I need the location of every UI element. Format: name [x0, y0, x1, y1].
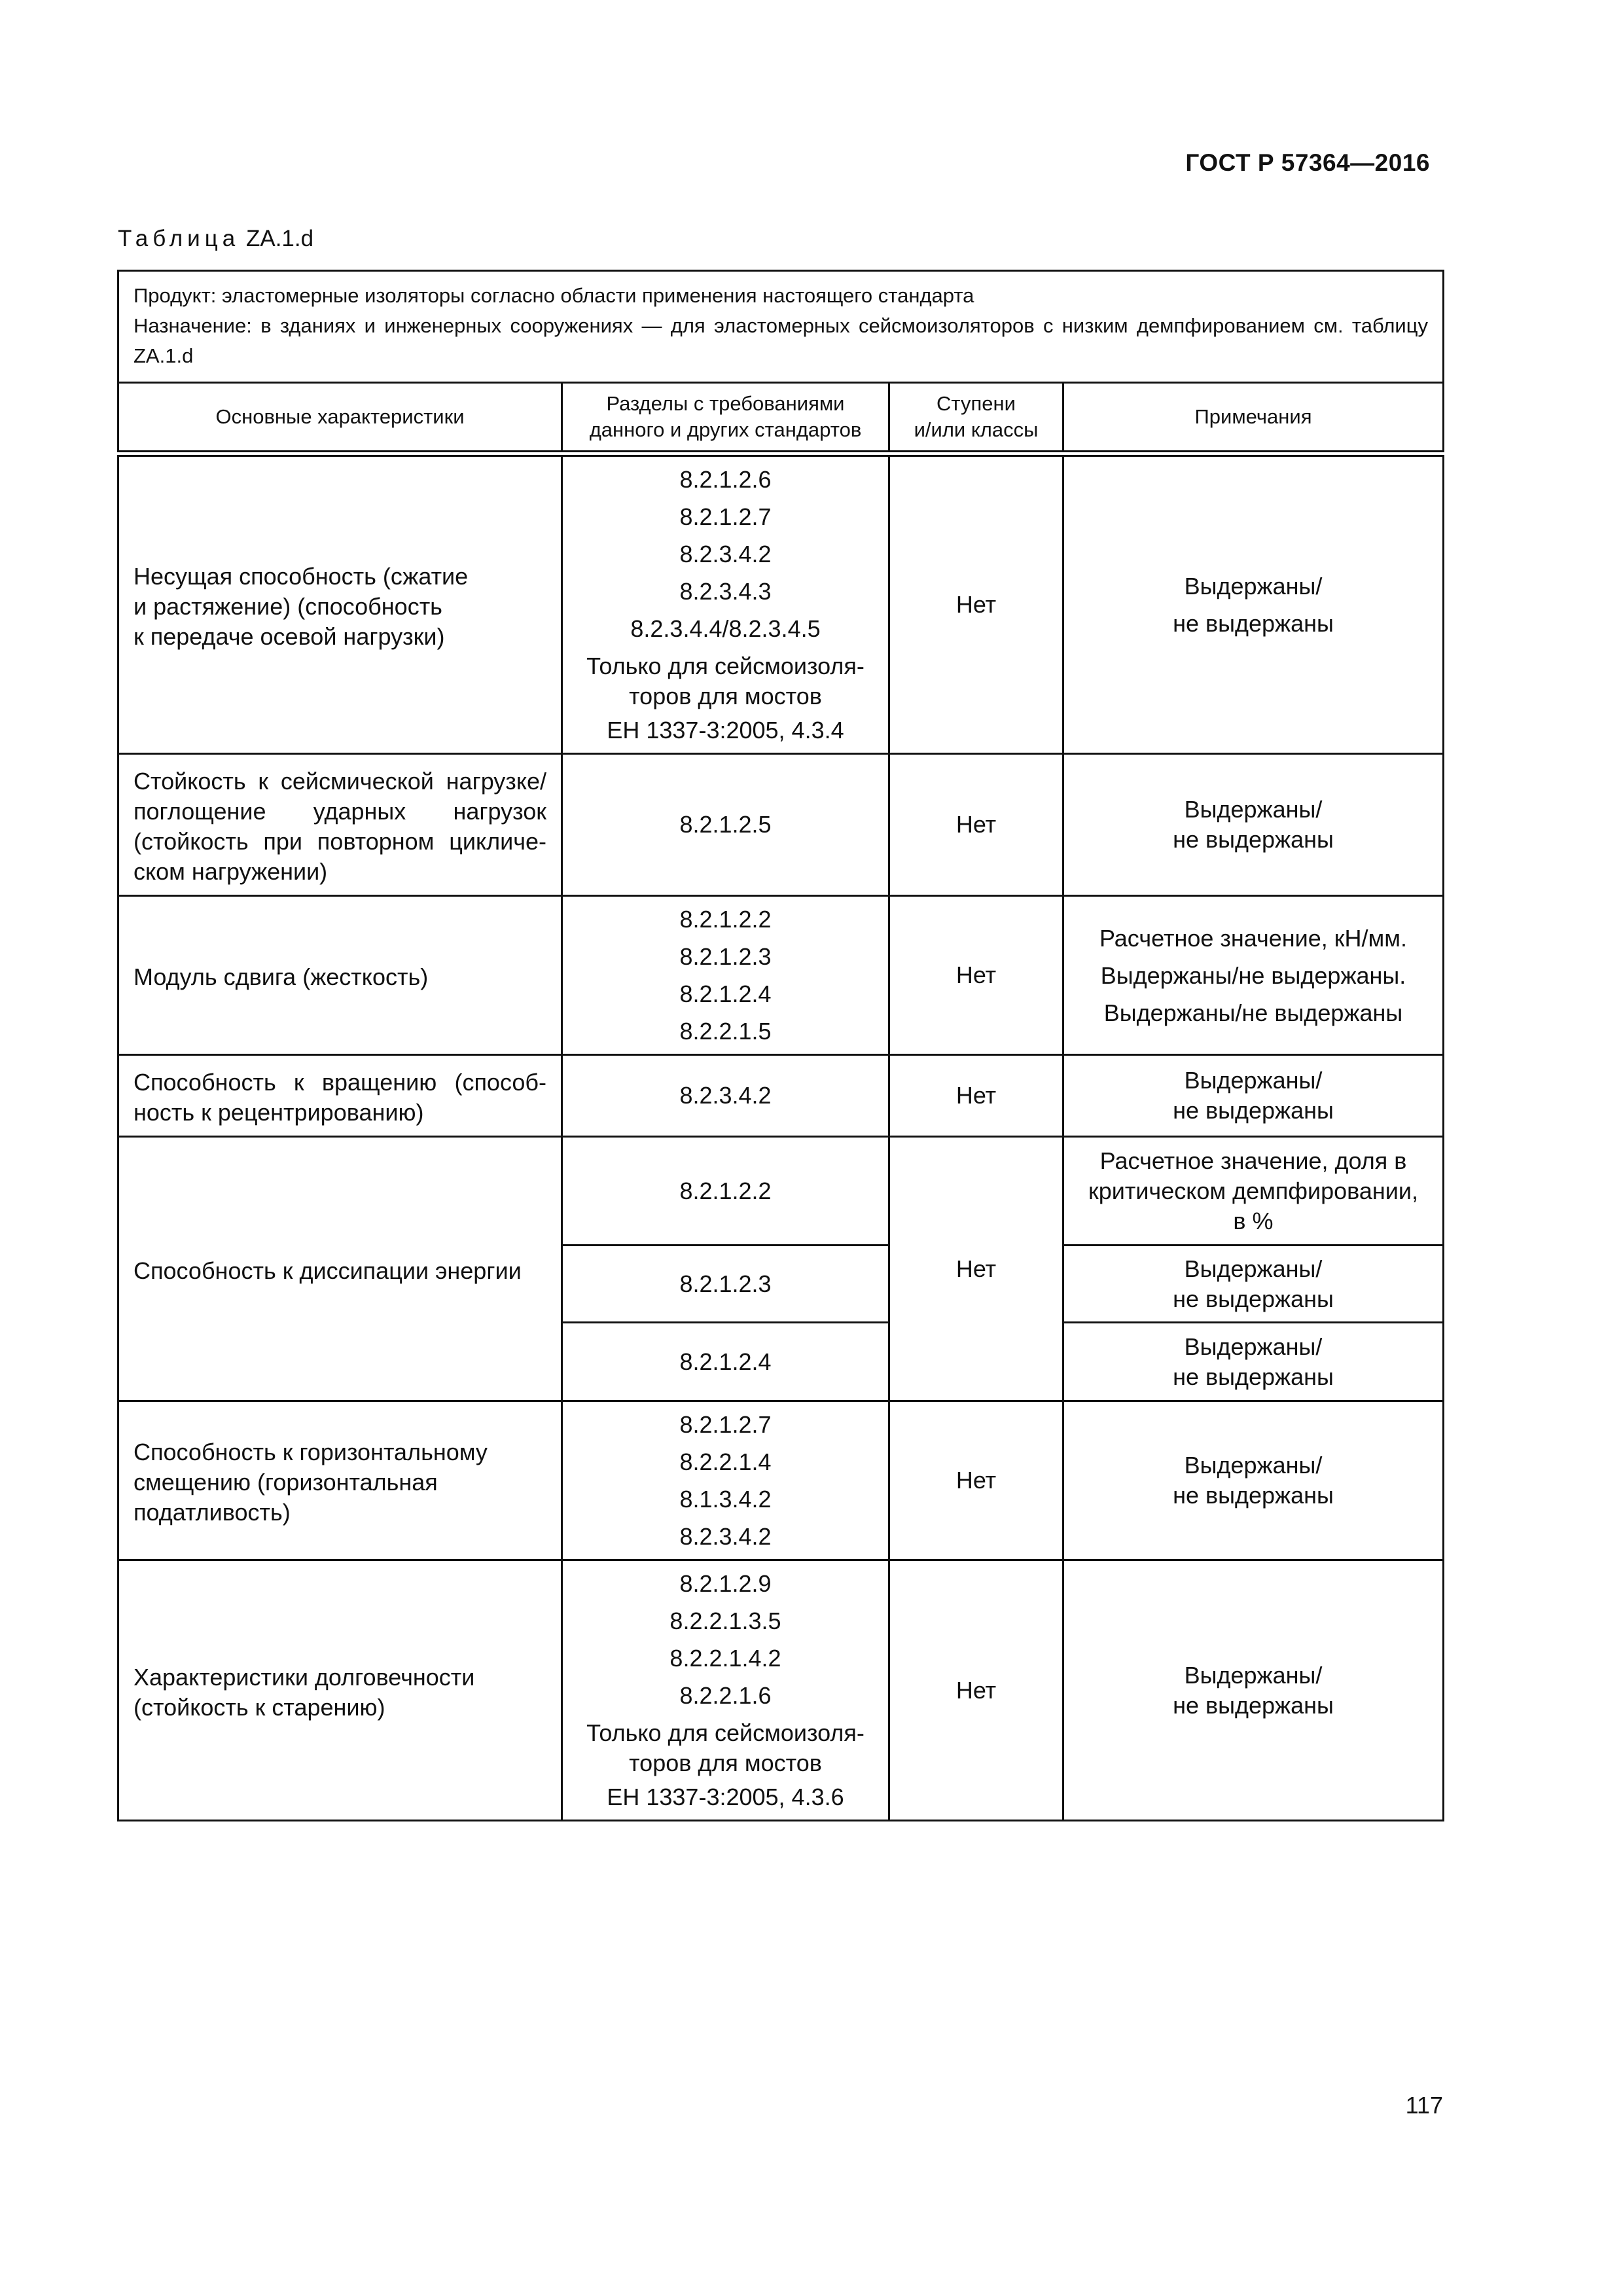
section-ref: 8.2.1.2.2	[679, 906, 772, 933]
header-notes: Примечания	[1063, 383, 1444, 454]
notes-cell	[1063, 1246, 1444, 1323]
note-line: Выдержаны/	[1184, 1661, 1323, 1689]
notes-cell	[1063, 896, 1444, 1055]
product-line: Продукт: эластомерные изоляторы согласно области применения настоящего стандарта	[134, 284, 974, 307]
section-ref: Только для сейсмоизоля-	[586, 1719, 865, 1746]
section-ref: 8.2.1.2.7	[679, 1411, 772, 1438]
section-ref: 8.2.1.2.4	[679, 980, 772, 1007]
section-ref: 8.2.3.4.3	[679, 578, 772, 605]
notes-cell	[1063, 454, 1444, 754]
section-ref: 8.2.3.4.2	[679, 541, 772, 567]
table-row	[118, 896, 1444, 1055]
notes-cell	[1063, 1137, 1444, 1246]
table-label: Таблица	[118, 226, 240, 251]
note-line: не выдержаны	[1173, 1097, 1334, 1124]
sections-cell	[562, 896, 889, 1055]
section-ref: торов для мостов	[629, 1749, 822, 1776]
section-ref: 8.2.2.1.3.5	[669, 1607, 781, 1634]
header-sections-line1: Разделы с требованиями	[606, 392, 845, 415]
grade-cell: Нет	[889, 1401, 1063, 1560]
grade-cell: Нет	[889, 1055, 1063, 1137]
note-line: Выдержаны/не выдержаны	[1103, 999, 1403, 1026]
sections-cell	[562, 454, 889, 754]
sections-cell	[562, 1137, 889, 1246]
note-line: Расчетное значение, кН/мм.	[1099, 924, 1408, 952]
header-characteristics: Основные характеристики	[118, 383, 562, 454]
characteristic-line: (стойкость к старению)	[134, 1693, 385, 1721]
section-ref: Только для сейсмоизоля-	[586, 653, 865, 679]
header-sections	[562, 383, 889, 454]
grade-cell: Нет	[889, 454, 1063, 754]
section-ref: 8.2.1.2.6	[679, 466, 772, 493]
section-ref: 8.2.3.4.4/8.2.3.4.5	[630, 615, 821, 642]
section-ref: 8.2.2.1.4.2	[669, 1645, 781, 1672]
note-line: Выдержаны/	[1184, 1333, 1323, 1360]
section-ref: ЕН 1337-3:2005, 4.3.4	[607, 717, 844, 744]
characteristic-line: Характеристики долговечности	[134, 1663, 475, 1691]
section-ref: 8.2.3.4.2	[679, 1082, 772, 1109]
section-ref: 8.2.1.2.3	[679, 943, 772, 970]
table-row	[118, 1055, 1444, 1137]
sections-cell	[562, 1401, 889, 1560]
characteristic-line: Способность к горизонтальному	[134, 1439, 488, 1465]
characteristic-line: Модуль сдвига (жесткость)	[134, 963, 429, 990]
table-row	[118, 454, 1444, 754]
section-ref: 8.2.1.2.9	[679, 1570, 772, 1597]
note-line: Выдержаны/	[1184, 1452, 1323, 1479]
table-row	[118, 1401, 1444, 1560]
header-grades-line2: и/или классы	[914, 418, 1039, 441]
note-line: в %	[1233, 1207, 1274, 1234]
page-number: 117	[1405, 2092, 1443, 2119]
note-line: Выдержаны/	[1184, 1255, 1323, 1282]
grade-cell: Нет	[889, 1137, 1063, 1401]
requirements-table	[117, 270, 1444, 1821]
characteristic-cell	[118, 1137, 562, 1401]
notes-cell	[1063, 1055, 1444, 1137]
document-standard-number: ГОСТ Р 57364—2016	[1185, 149, 1430, 176]
characteristic-line: Несущая способность (сжатие	[134, 563, 469, 590]
section-ref: 8.2.1.2.2	[679, 1177, 772, 1204]
section-ref: 8.2.3.4.2	[679, 1523, 772, 1550]
characteristic-cell	[118, 1560, 562, 1821]
sections-cell	[562, 1323, 889, 1401]
section-ref: 8.2.2.1.6	[679, 1682, 772, 1709]
table-row	[118, 754, 1444, 896]
characteristic-line: податливость)	[134, 1499, 291, 1526]
note-line: Расчетное значение, доля в	[1099, 1147, 1407, 1174]
header-grades	[889, 383, 1063, 454]
grade-cell: Нет	[889, 896, 1063, 1055]
note-line: Выдержаны/	[1184, 1067, 1323, 1094]
section-ref: 8.2.1.2.7	[679, 503, 772, 530]
purpose-line: Назначение: в зданиях и инженерных сооружениях — для эластомерных сейсмоизоляторов с низким демпфированием см. таблицу ZA.1.d	[134, 314, 1428, 367]
section-ref: 8.2.1.2.3	[679, 1270, 772, 1297]
section-ref: 8.2.2.1.5	[679, 1018, 772, 1045]
note-line: не выдержаны	[1173, 1691, 1334, 1719]
notes-cell	[1063, 1560, 1444, 1821]
note-line: не выдержаны	[1173, 1285, 1334, 1312]
note-line: критическом демпфировании,	[1088, 1177, 1419, 1204]
characteristic-cell: Способность к вращению (способность к рецентрированию)	[118, 1055, 562, 1137]
characteristic-cell	[118, 896, 562, 1055]
characteristic-line: смещению (горизонтальная	[134, 1469, 438, 1496]
notes-cell	[1063, 754, 1444, 896]
notes-cell	[1063, 1323, 1444, 1401]
characteristic-line: Способность к диссипации энергии	[134, 1257, 522, 1284]
table-id: ZA.1.d	[245, 226, 314, 251]
grade-cell: Нет	[889, 1560, 1063, 1821]
table-caption	[118, 226, 313, 252]
table-row	[118, 1137, 1444, 1246]
note-line: не выдержаны	[1173, 1363, 1334, 1390]
section-ref: 8.2.1.2.5	[679, 811, 772, 838]
note-line: не выдержаны	[1173, 610, 1334, 637]
grade-cell: Нет	[889, 754, 1063, 896]
characteristic-cell	[118, 454, 562, 754]
section-ref: торов для мостов	[629, 683, 822, 709]
note-line: Выдержаны/не выдержаны.	[1100, 961, 1406, 989]
sections-cell	[562, 754, 889, 896]
header-sections-line2: данного и других стандартов	[589, 418, 862, 441]
sections-cell	[562, 1055, 889, 1137]
characteristic-line: к передаче осевой нагрузки)	[134, 623, 445, 650]
sections-cell	[562, 1246, 889, 1323]
note-line: не выдержаны	[1173, 826, 1334, 853]
note-line: не выдержаны	[1173, 1482, 1334, 1509]
section-ref: ЕН 1337-3:2005, 4.3.6	[607, 1784, 844, 1810]
header-grades-line1: Ступени	[936, 392, 1016, 415]
note-line: Выдержаны/	[1184, 796, 1323, 823]
characteristic-cell: Стойкость к сейсмической нагрузке/поглощение ударных нагрузок (стойкость при повторном циклическом нагружении)	[118, 754, 562, 896]
characteristic-cell	[118, 1401, 562, 1560]
table-row	[118, 1560, 1444, 1821]
header-row	[118, 383, 1444, 454]
notes-cell	[1063, 1401, 1444, 1560]
section-ref: 8.1.3.4.2	[679, 1486, 772, 1513]
sections-cell	[562, 1560, 889, 1821]
table-info-cell	[118, 271, 1444, 383]
characteristic-line: и растяжение) (способность	[134, 593, 442, 620]
section-ref: 8.2.1.2.4	[679, 1348, 772, 1375]
note-line: Выдержаны/	[1184, 573, 1323, 600]
section-ref: 8.2.2.1.4	[679, 1448, 772, 1475]
